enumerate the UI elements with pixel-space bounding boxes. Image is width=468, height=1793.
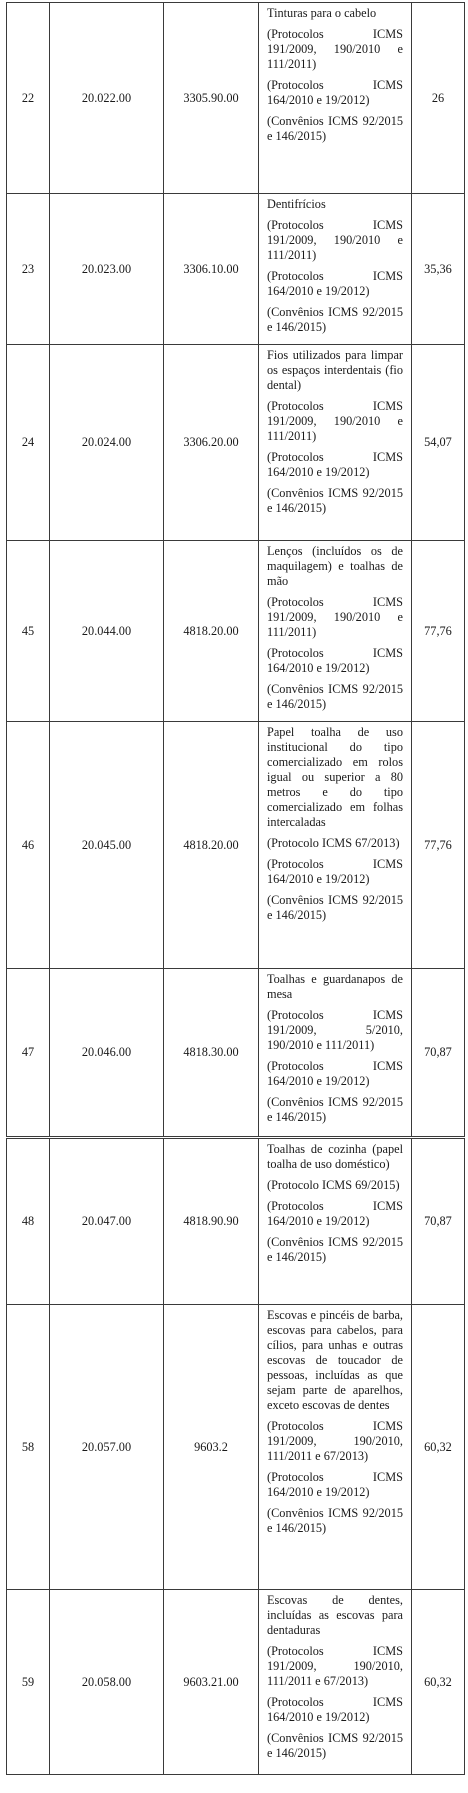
cest-code-cell: 20.044.00 xyxy=(50,541,164,722)
ncm-code-cell: 3305.90.00 xyxy=(164,3,259,194)
description-cell xyxy=(259,1139,412,1305)
ncm-code-cell: 4818.20.00 xyxy=(164,722,259,969)
legal-reference: (Convênios ICMS 92/2015 e 146/2015) xyxy=(267,1506,403,1535)
legal-reference: (Convênios ICMS 92/2015 e 146/2015) xyxy=(267,1095,403,1124)
cest-code-cell: 20.022.00 xyxy=(50,3,164,194)
table-row xyxy=(7,345,465,541)
legal-reference: (Protocolos ICMS 191/2009, 190/2010 e 111/2011) xyxy=(267,595,403,639)
item-number-cell: 58 xyxy=(7,1305,50,1590)
product-description: Lenços (incluídos os de maquilagem) e toalhas de mão xyxy=(267,544,403,588)
legal-reference: (Protocolo ICMS 67/2013) xyxy=(267,836,400,850)
item-number-cell: 46 xyxy=(7,722,50,969)
product-description: Papel toalha de uso institucional do tipo comercializado em rolos igual ou superior a 80 metros e do tipo comercializado em folhas intercaladas xyxy=(267,725,403,829)
legal-reference: (Convênios ICMS 92/2015 e 146/2015) xyxy=(267,893,403,922)
ncm-code-cell: 9603.2 xyxy=(164,1305,259,1590)
product-description: Escovas de dentes, incluídas as escovas para dentaduras xyxy=(267,1593,403,1637)
description-cell xyxy=(259,345,412,541)
product-description: Tinturas para o cabelo xyxy=(267,6,377,20)
legal-reference: (Protocolos ICMS 191/2009, 190/2010 e 111/2011) xyxy=(267,218,403,262)
legal-reference: (Protocolos ICMS 191/2009, 5/2010, 190/2010 e 111/2011) xyxy=(267,1008,403,1052)
value-cell: 60,32 xyxy=(412,1590,465,1775)
legal-reference: (Convênios ICMS 92/2015 e 146/2015) xyxy=(267,1235,403,1264)
cest-code-cell: 20.057.00 xyxy=(50,1305,164,1590)
table-row xyxy=(7,194,465,345)
table-row xyxy=(7,541,465,722)
legislation-table-part-1 xyxy=(6,2,465,1137)
table-row xyxy=(7,1590,465,1775)
table-row xyxy=(7,1139,465,1305)
value-cell: 35,36 xyxy=(412,194,465,345)
product-description: Toalhas de cozinha (papel toalha de uso doméstico) xyxy=(267,1142,403,1171)
item-number-cell: 47 xyxy=(7,969,50,1137)
legal-reference: (Protocolos ICMS 191/2009, 190/2010 e 111/2011) xyxy=(267,399,403,443)
product-description: Toalhas e guardanapos de mesa xyxy=(267,972,403,1001)
ncm-code-cell: 4818.20.00 xyxy=(164,541,259,722)
product-description: Escovas e pincéis de barba, escovas para cabelos, para cílios, para unhas e outras escovas de toucador de pessoas, incluídas as que sejam parte de aparelhos, exceto escovas de dentes xyxy=(267,1308,403,1412)
legal-reference: (Protocolos ICMS 191/2009, 190/2010, 111/2011 e 67/2013) xyxy=(267,1644,403,1688)
legal-reference: (Convênios ICMS 92/2015 e 146/2015) xyxy=(267,486,403,515)
cest-code-cell: 20.046.00 xyxy=(50,969,164,1137)
legal-reference: (Protocolo ICMS 69/2015) xyxy=(267,1178,400,1192)
legal-reference: (Protocolos ICMS 191/2009, 190/2010 e 111/2011) xyxy=(267,27,403,71)
legal-reference: (Protocolos ICMS 164/2010 e 19/2012) xyxy=(267,1695,403,1724)
cest-code-cell: 20.024.00 xyxy=(50,345,164,541)
description-cell xyxy=(259,3,412,194)
legal-reference: (Convênios ICMS 92/2015 e 146/2015) xyxy=(267,305,403,334)
description-cell xyxy=(259,194,412,345)
ncm-code-cell: 3306.20.00 xyxy=(164,345,259,541)
legal-reference: (Convênios ICMS 92/2015 e 146/2015) xyxy=(267,682,403,711)
ncm-code-cell: 4818.90.90 xyxy=(164,1139,259,1305)
value-cell: 60,32 xyxy=(412,1305,465,1590)
legal-reference: (Convênios ICMS 92/2015 e 146/2015) xyxy=(267,1731,403,1760)
table-row xyxy=(7,969,465,1137)
description-cell xyxy=(259,722,412,969)
product-description: Dentifrícios xyxy=(267,197,326,211)
legal-reference: (Protocolos ICMS 164/2010 e 19/2012) xyxy=(267,646,403,675)
legal-reference: (Convênios ICMS 92/2015 e 146/2015) xyxy=(267,114,403,143)
description-cell xyxy=(259,541,412,722)
item-number-cell: 23 xyxy=(7,194,50,345)
legal-reference: (Protocolos ICMS 191/2009, 190/2010, 111/2011 e 67/2013) xyxy=(267,1419,403,1463)
ncm-code-cell: 9603.21.00 xyxy=(164,1590,259,1775)
description-cell xyxy=(259,1590,412,1775)
item-number-cell: 22 xyxy=(7,3,50,194)
ncm-code-cell: 3306.10.00 xyxy=(164,194,259,345)
value-cell: 77,76 xyxy=(412,541,465,722)
value-cell: 26 xyxy=(412,3,465,194)
cest-code-cell: 20.047.00 xyxy=(50,1139,164,1305)
cest-code-cell: 20.045.00 xyxy=(50,722,164,969)
legal-reference: (Protocolos ICMS 164/2010 e 19/2012) xyxy=(267,78,403,107)
value-cell: 70,87 xyxy=(412,969,465,1137)
legislation-table-part-2 xyxy=(6,1138,465,1775)
legal-reference: (Protocolos ICMS 164/2010 e 19/2012) xyxy=(267,1059,403,1088)
value-cell: 77,76 xyxy=(412,722,465,969)
table-row xyxy=(7,1305,465,1590)
cest-code-cell: 20.058.00 xyxy=(50,1590,164,1775)
ncm-code-cell: 4818.30.00 xyxy=(164,969,259,1137)
description-cell xyxy=(259,1305,412,1590)
value-cell: 54,07 xyxy=(412,345,465,541)
item-number-cell: 45 xyxy=(7,541,50,722)
description-cell xyxy=(259,969,412,1137)
item-number-cell: 48 xyxy=(7,1139,50,1305)
table-row xyxy=(7,3,465,194)
cest-code-cell: 20.023.00 xyxy=(50,194,164,345)
legal-reference: (Protocolos ICMS 164/2010 e 19/2012) xyxy=(267,1199,403,1228)
legal-reference: (Protocolos ICMS 164/2010 e 19/2012) xyxy=(267,450,403,479)
product-description: Fios utilizados para limpar os espaços interdentais (fio dental) xyxy=(267,348,403,392)
table-row xyxy=(7,722,465,969)
item-number-cell: 59 xyxy=(7,1590,50,1775)
item-number-cell: 24 xyxy=(7,345,50,541)
legal-reference: (Protocolos ICMS 164/2010 e 19/2012) xyxy=(267,1470,403,1499)
value-cell: 70,87 xyxy=(412,1139,465,1305)
legal-reference: (Protocolos ICMS 164/2010 e 19/2012) xyxy=(267,857,403,886)
legal-reference: (Protocolos ICMS 164/2010 e 19/2012) xyxy=(267,269,403,298)
